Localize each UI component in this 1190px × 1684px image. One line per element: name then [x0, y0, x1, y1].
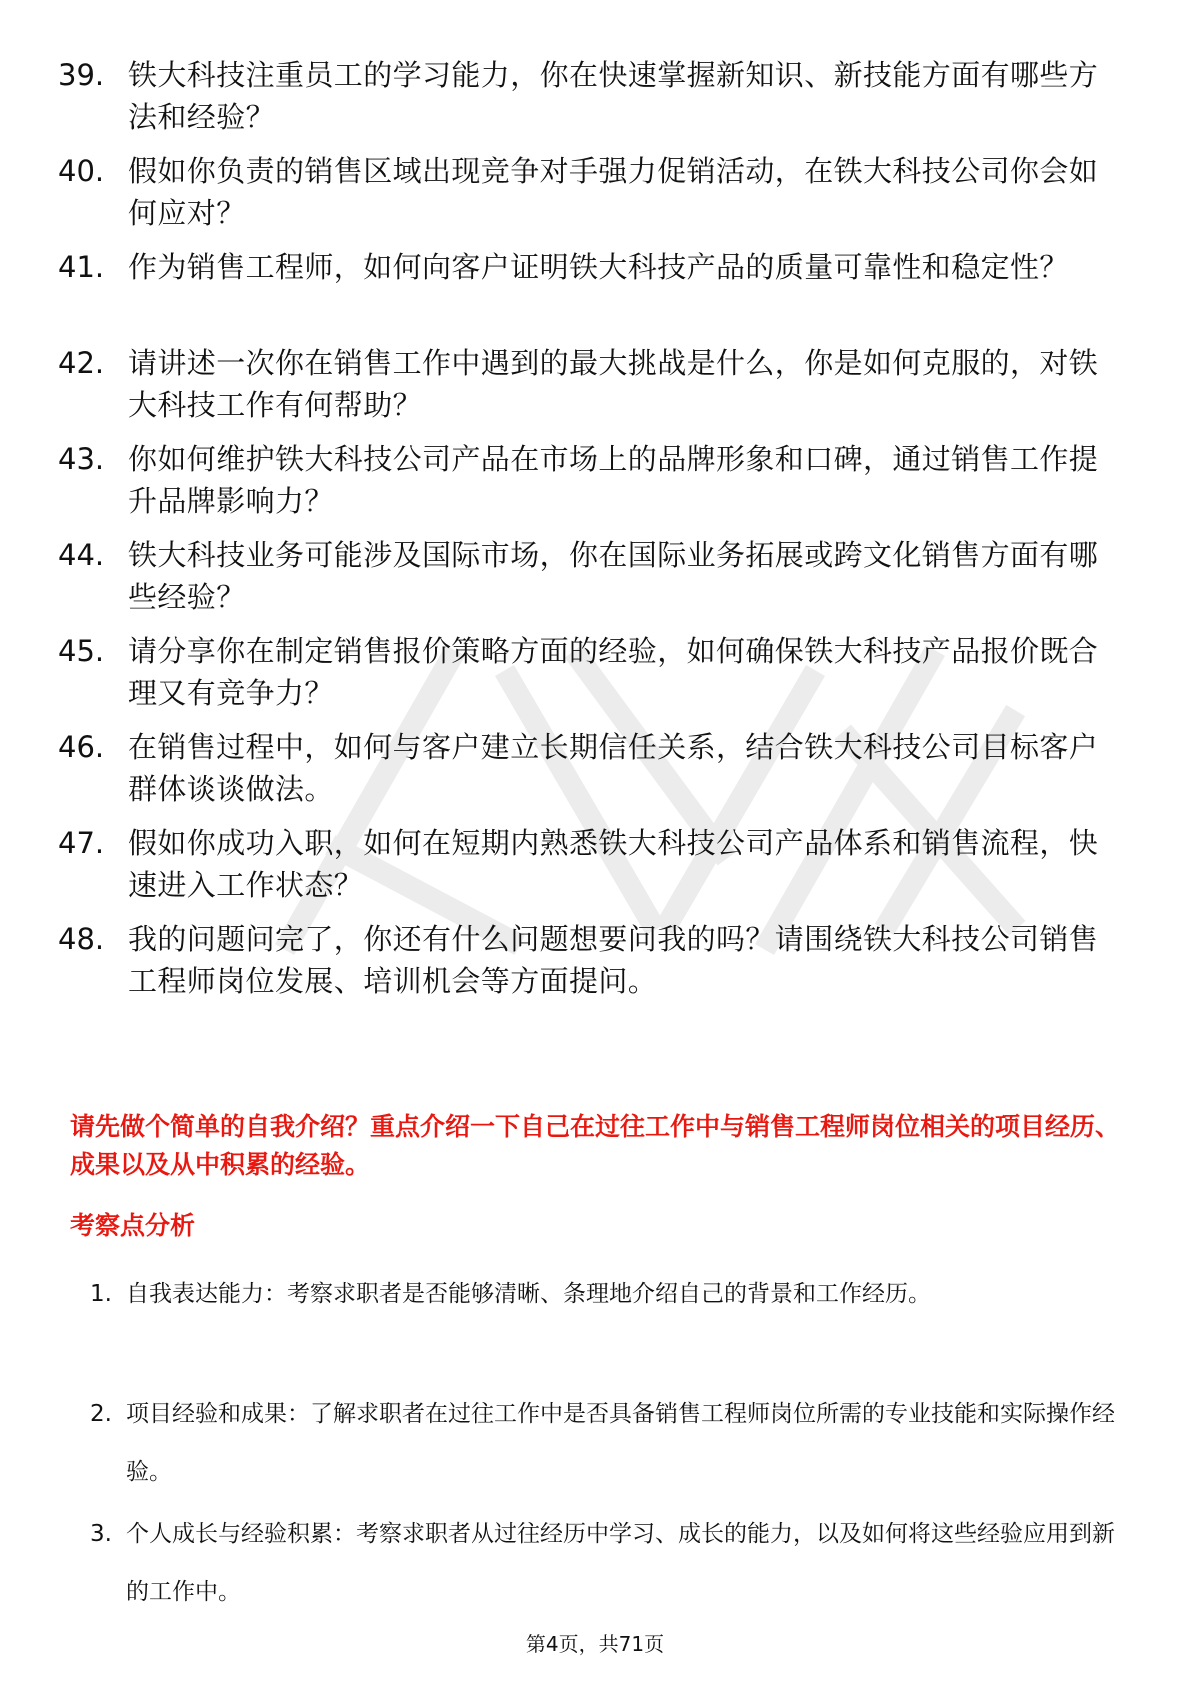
- analysis-text: 项目经验和成果：了解求职者在过往工作中是否具备销售工程师岗位所需的专业技能和实际操作经验。: [126, 1401, 1115, 1485]
- analysis-title: 考察点分析: [70, 1211, 196, 1240]
- question-text: 你如何维护铁大科技公司产品在市场上的品牌形象和口碑，通过销售工作提升品牌影响力？: [128, 442, 1099, 518]
- question-item: [58, 48, 1118, 144]
- analysis-item: [90, 1385, 1120, 1505]
- question-item: [58, 240, 1118, 336]
- question-text: 在销售过程中，如何与客户建立长期信任关系，结合铁大科技公司目标客户群体谈谈做法。: [128, 730, 1099, 806]
- question-number: 43.: [58, 442, 105, 476]
- question-number: 46.: [58, 730, 105, 764]
- question-item: [58, 432, 1118, 528]
- page-footer: 第4页，共71页: [525, 1632, 665, 1656]
- question-text: 假如你成功入职，如何在短期内熟悉铁大科技公司产品体系和销售流程，快速进入工作状态？: [128, 826, 1099, 902]
- question-text: 请分享你在制定销售报价策略方面的经验，如何确保铁大科技产品报价既合理又有竞争力？: [128, 634, 1099, 710]
- analysis-number: 1.: [90, 1281, 112, 1307]
- highlighted-question: 请先做个简单的自我介绍？重点介绍一下自己在过往工作中与销售工程师岗位相关的项目经历、成果以及从中积累的经验。: [70, 1112, 1121, 1179]
- analysis-item: [90, 1505, 1120, 1625]
- analysis-text: 个人成长与经验积累：考察求职者从过往经历中学习、成长的能力，以及如何将这些经验应用到新的工作中。: [126, 1521, 1115, 1605]
- question-number: 45.: [58, 634, 105, 668]
- question-number: 40.: [58, 154, 105, 188]
- analysis-number: 2.: [90, 1401, 112, 1427]
- question-number: 48.: [58, 922, 105, 956]
- question-text: 铁大科技注重员工的学习能力，你在快速掌握新知识、新技能方面有哪些方法和经验？: [128, 58, 1099, 134]
- question-number: 47.: [58, 826, 105, 860]
- question-item: [58, 528, 1118, 624]
- question-number: 41.: [58, 250, 105, 284]
- analysis-number: 3.: [90, 1521, 112, 1547]
- question-list: [58, 48, 1118, 1008]
- question-item: [58, 720, 1118, 816]
- question-text: 假如你负责的销售区域出现竞争对手强力促销活动，在铁大科技公司你会如何应对？: [128, 154, 1099, 230]
- question-text: 铁大科技业务可能涉及国际市场，你在国际业务拓展或跨文化销售方面有哪些经验？: [128, 538, 1099, 614]
- question-number: 42.: [58, 346, 105, 380]
- question-number: 44.: [58, 538, 105, 572]
- question-item: [58, 624, 1118, 720]
- question-item: [58, 336, 1118, 432]
- question-item: [58, 144, 1118, 240]
- analysis-list: [90, 1265, 1120, 1625]
- question-item: [58, 912, 1118, 1008]
- question-number: 39.: [58, 58, 105, 92]
- analysis-text: 自我表达能力：考察求职者是否能够清晰、条理地介绍自己的背景和工作经历。: [126, 1281, 931, 1307]
- analysis-item: [90, 1265, 1120, 1385]
- question-text: 我的问题问完了，你还有什么问题想要问我的吗？请围绕铁大科技公司销售工程师岗位发展、培训机会等方面提问。: [128, 922, 1099, 998]
- question-text: 作为销售工程师，如何向客户证明铁大科技产品的质量可靠性和稳定性？: [128, 250, 1069, 284]
- question-item: [58, 816, 1118, 912]
- question-text: 请讲述一次你在销售工作中遇到的最大挑战是什么，你是如何克服的，对铁大科技工作有何帮助？: [128, 346, 1099, 422]
